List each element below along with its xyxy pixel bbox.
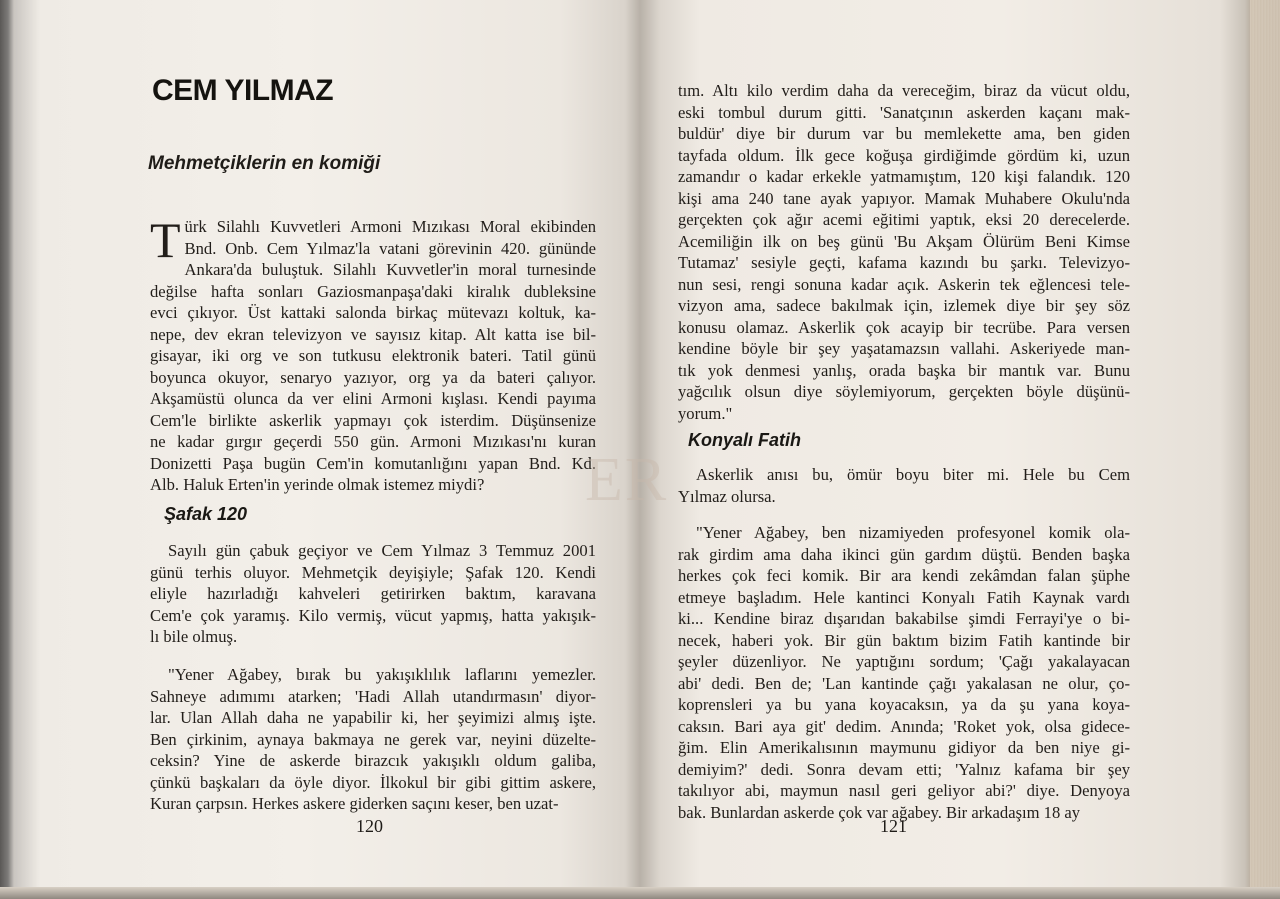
text-line: ğim. Elin Amerikalısının maymunu gidiyor da ben niye gi- [678,738,1130,757]
text-line: necek, haberi yok. Bir gün baktım bizim Fatih kantinde bir [678,630,1130,650]
page-number-right: 121 [880,816,907,836]
text-line: nun sesi, rengi sonuna kadar açık. Askerin tek eğlencesi tele- [678,274,1130,294]
text-line: zamandır o kadar erkekle yatmamıştım, 120 kişi falandık. 120 [678,167,1130,186]
text-line: günü terhis oluyor. Mehmetçik deyişiyle; Şafak 120. Kendi [150,562,596,582]
text-line: boyunca okuyor, senaryo yazıyor, org ya da bateri çalıyor. [150,367,596,387]
text-line: vizyon ama, sadece bakılmak için, izlemek diye bir şey söz [678,296,1130,315]
text-line: Bnd. Onb. Cem Yılmaz'la vatani görevinin 420. gününde [184,238,596,258]
text-line: rak girdim ama daha ikinci gün gardım düştü. Benden başka [678,544,1130,564]
page-number-left: 120 [356,816,383,836]
text-line: gerçekten çok ağır acemi eğitimi yaptık, eksi 20 derecelerde. [678,210,1130,229]
chapter-subtitle: Mehmetçiklerin en komiği [148,153,381,174]
text-line: Yılmaz olursa. [678,486,776,506]
text-line: evci çıkıyor. Üst kattaki salonda birkaç mütevazı koltuk, ka- [150,303,596,322]
text-line: yorum." [678,403,733,423]
intro-paragraph [150,212,596,496]
text-line: konusu olamaz. Askerlik çok acayip bir tecrübe. Para versen [678,317,1130,337]
text-line: gisayar, iki org ve son tutkusu elektronik bateri. Tatil günü [150,346,596,365]
chapter-title: CEM YILMAZ [152,74,334,107]
text-line: değilse hafta sonları Gaziosmanpaşa'daki kiralık dubleksine [150,281,596,301]
text-line: abi' dedi. Ben de; 'Lan kantinde çağı yakalasan ne olur, ço- [678,673,1130,693]
text-line: Kuran çarpsın. Herkes askere giderken saçını keser, ben uzat- [150,794,559,813]
watermark: ER [585,446,669,514]
text-line: Akşamüstü olunca da ver elini Armoni kışlası. Kendi payıma [150,389,596,408]
text-line: Cem'e çok yaramış. Kilo vermiş, vücut yapmış, hatta yakışık- [150,605,596,625]
text-line: şeyler düzenliyor. Ne yaptığını sordum; 'Çağı yakalayacan [678,652,1130,671]
text-line: tım. Altı kilo verdim daha da vereceğim, biraz da vücut oldu, [678,81,1130,100]
text-line: etmeye başladım. Hele kantinci Konyalı Fatih Kaynak vardı [678,587,1130,607]
text-line: demiyim?' dedi. Sonra devam etti; 'Yalnız kafama bir şey [678,759,1130,779]
text-line: Alb. Haluk Erten'in yerinde olmak istemez miydi? [150,475,485,494]
text-line: kendine böyle bir şey yaşatamazsın vallahi. Askeriyede man- [678,339,1130,358]
text-line: Donizetti Paşa bugün Cem'in komutanlığını yapan Bnd. Kd. [150,453,596,473]
text-line: çünkü başkaları da öyle diyor. İlkokul bir gibi gittim askere, [150,772,596,792]
text-line: Cem'le birlikte askerlik yapmayı çok isterdim. Düşünsenize [150,410,596,430]
text-line: koprensleri ya bu yana koyacaksın, ya da şu yana koya- [678,695,1130,714]
text-line: yağcılık olsun diye söylemiyorum, gerçekten böyle düşünü- [678,382,1130,401]
text-line: ürk Silahlı Kuvvetleri Armoni Mızıkası Moral ekibinden [184,217,596,236]
text-line: eski tombul durum gitti. 'Sanatçının askerden kaçanı mak- [678,102,1130,122]
text-line: Ben çirkinim, aynaya bakmaya ne gerek var, neyini düzelte- [150,729,596,749]
text-line: ki... Kendine biraz dışarıdan bakabilse şimdi Ferrayi'ye o bi- [678,609,1130,628]
top-paragraph-right [678,80,1130,424]
text-line: "Yener Ağabey, bırak bu yakışıklılık laflarını yemezler. [168,665,596,684]
text-line: Askerlik anısı bu, ömür boyu biter mi. Hele bu Cem [696,465,1130,484]
text-line: Sayılı gün çabuk geçiyor ve Cem Yılmaz 3 Temmuz 2001 [168,541,596,560]
konyali-fatih-intro [678,464,1130,507]
text-line: herkes çok feci komik. Bir ara kendi zekâmdan falan şüphe [678,566,1130,585]
text-line: buldür' diye bir durum var bu memlekette ama, ben giden [678,124,1130,143]
text-line: tayfada oldum. İlk gece koğuşa girdiğimde gördüm ki, uzun [678,145,1130,165]
quote-paragraph-right [678,522,1130,823]
text-line: eliyle hazırladığı kahveleri getirirken baktım, karavana [150,584,596,603]
text-line: nepe, dev ekran televizyon ve sayısız kitap. Alt katta ise bil- [150,324,596,344]
text-line: Acemiliğin ilk on beş günü 'Bu Akşam Ölürüm Beni Kimse [678,231,1130,251]
quote-paragraph-left [150,664,596,815]
drop-cap: T [150,212,181,268]
section-heading-safak: Şafak 120 [164,504,248,524]
text-line: caksın. Bari aya git' dedim. Anında; 'Roket yok, olsa gidece- [678,716,1130,736]
text-line: Tutamaz' sesiyle geçti, kafama kazındı bu şarkı. Televizyo- [678,253,1130,272]
right-page [640,0,1280,899]
text-line: bak. Bunlardan askerde çok var ağabey. Bir arkadaşım 18 ay [678,802,1081,822]
text-line: Ankara'da buluştuk. Silahlı Kuvvetler'in moral turnesinde [184,260,596,279]
text-line: lar. Ulan Allah daha ne yapabilir ki, her şeyimizi almış işte. [150,708,596,727]
section-heading-konyali-fatih: Konyalı Fatih [688,430,802,450]
safak-paragraph [150,540,596,648]
text-line: takılıyor abi, maymun nasıl geri geliyor abi?' diye. Denyoya [678,781,1130,800]
text-line: tık yok denmesi yanlış, orada başka bir mantık var. Bunu [678,360,1130,380]
text-line: kişi ama 240 tane ayak yapıyor. Mamak Muhabere Okulu'nda [678,188,1130,208]
text-line: ceksin? Yine de askerde birazcık yakışıklı oldum galiba, [150,751,596,770]
text-line: lı bile olmuş. [150,627,238,646]
text-line: ne kadar gırgır geçerdi 550 gün. Armoni Mızıkası'nı kuran [150,432,596,451]
text-line: "Yener Ağabey, ben nizamiyeden profesyonel komik ola- [696,523,1130,542]
text-line: Sahneye adımımı atarken; 'Hadi Allah utandırmasın' diyor- [150,686,596,706]
